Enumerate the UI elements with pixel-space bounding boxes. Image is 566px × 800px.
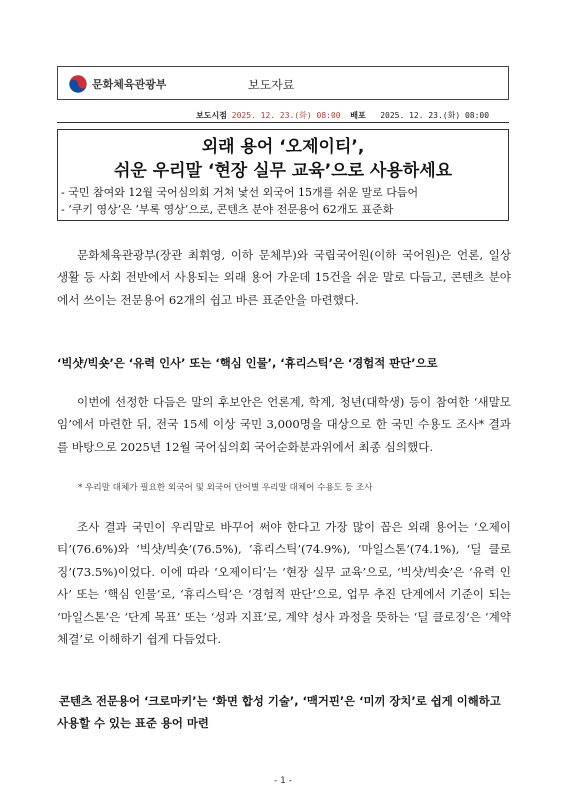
- release-value: 2025. 12. 23.(화) 08:00: [231, 111, 341, 120]
- distribution-value: 2025. 12. 23.(화) 08:00: [380, 111, 490, 120]
- summary-item: - 국민 참여와 12월 국어심의회 거쳐 낯선 외국어 15개를 쉬운 말로 다듬어: [61, 186, 419, 199]
- release-label: 보도시점: [196, 111, 227, 120]
- release-line: [196, 110, 516, 121]
- doc-type-label: 보도자료: [248, 78, 295, 92]
- title-line-2: 쉬운 우리말 ‘현장 실무 교육’으로 사용하세요: [113, 161, 453, 181]
- ministry-logo: [68, 74, 166, 94]
- distribution-label: 배포: [350, 111, 366, 120]
- paragraph-selection: 이번에 선정한 다듬은 말의 후보안은 언론계, 학계, 청년(대학생) 등이 참여한 ‘새말모임’에서 마련한 뒤, 전국 15세 이상 국민 3,000명을 대상으로 한 국민 수용도 조사* 결과를 바탕으로 2025년 12월 국어심의회 국어순화분과위에서 최종 심의했다.: [57, 395, 511, 454]
- summary-list: [61, 184, 418, 218]
- page-number: - 1 -: [274, 776, 292, 786]
- section-heading-1: ‘빅샷/빅숏’은 ‘유력 인사’ 또는 ‘핵심 인물’, ‘휴리스틱’은 ‘경험적 판단’으로: [57, 356, 438, 370]
- header-box: [57, 66, 509, 100]
- taegeuk-logo-icon: [68, 74, 88, 94]
- page-title: [58, 135, 508, 183]
- header-rule: [57, 122, 509, 123]
- section-heading-2: 콘텐츠 전문용어 ‘크로마키’는 ‘화면 합성 기술’, ‘맥거핀’은 ‘미끼 장치’로 쉽게 이해하고 사용할 수 있는 표준 용어 마련: [57, 694, 501, 730]
- ministry-name: 문화체육관광부: [92, 78, 167, 91]
- summary-item: - ‘쿠키 영상’은 ‘부록 영상’으로, 콘텐츠 분야 전문용어 62개도 표준화: [61, 203, 394, 216]
- paragraph-intro: 문화체육관광부(장관 최휘영, 이하 문체부)와 국립국어원(이하 국어원)은 언론, 일상 생활 등 사회 전반에서 사용되는 외래 용어 가운데 15건을 쉬운 말로 다듬고, 콘텐츠 분야에서 쓰이는 전문용어 62개의 쉽고 바른 표준안을 마련했다.: [57, 248, 511, 307]
- footnote: * 우리말 대체가 필요한 외국어 및 외국어 단어별 우리말 대체어 수용도 등 조사: [78, 483, 373, 493]
- title-line-1: 외래 용어 ‘오제이티’,: [201, 137, 365, 157]
- title-box: [57, 129, 509, 221]
- paragraph-results: 조사 결과 국민이 우리말로 바꾸어 써야 한다고 가장 많이 꼽은 외래 용어는 ‘오제이티’(76.6%)와 ‘빅샷/빅숏’(76.5%), ‘휴리스틱’(74.9%), ‘마일스톤’(74.1%), ‘딜 클로징’(73.5%)이었다. 이에 따라 ‘오제이티’는 ‘현장 실무 교육’으로, ‘빅샷/빅숏’은 ‘유력 인사’ 또는 ‘핵심 인물’로, ‘휴리스틱’은 ‘경험적 판단’으로, 업무 추진 단계에서 기준이 되는 ‘마일스톤’은 ‘단계 목표’ 또는 ‘성과 지표’로, 계약 성사 과정을 뜻하는 ‘딜 클로징’은 ‘계약 체결’로 이해하기 쉽게 다듬었다.: [57, 520, 511, 647]
